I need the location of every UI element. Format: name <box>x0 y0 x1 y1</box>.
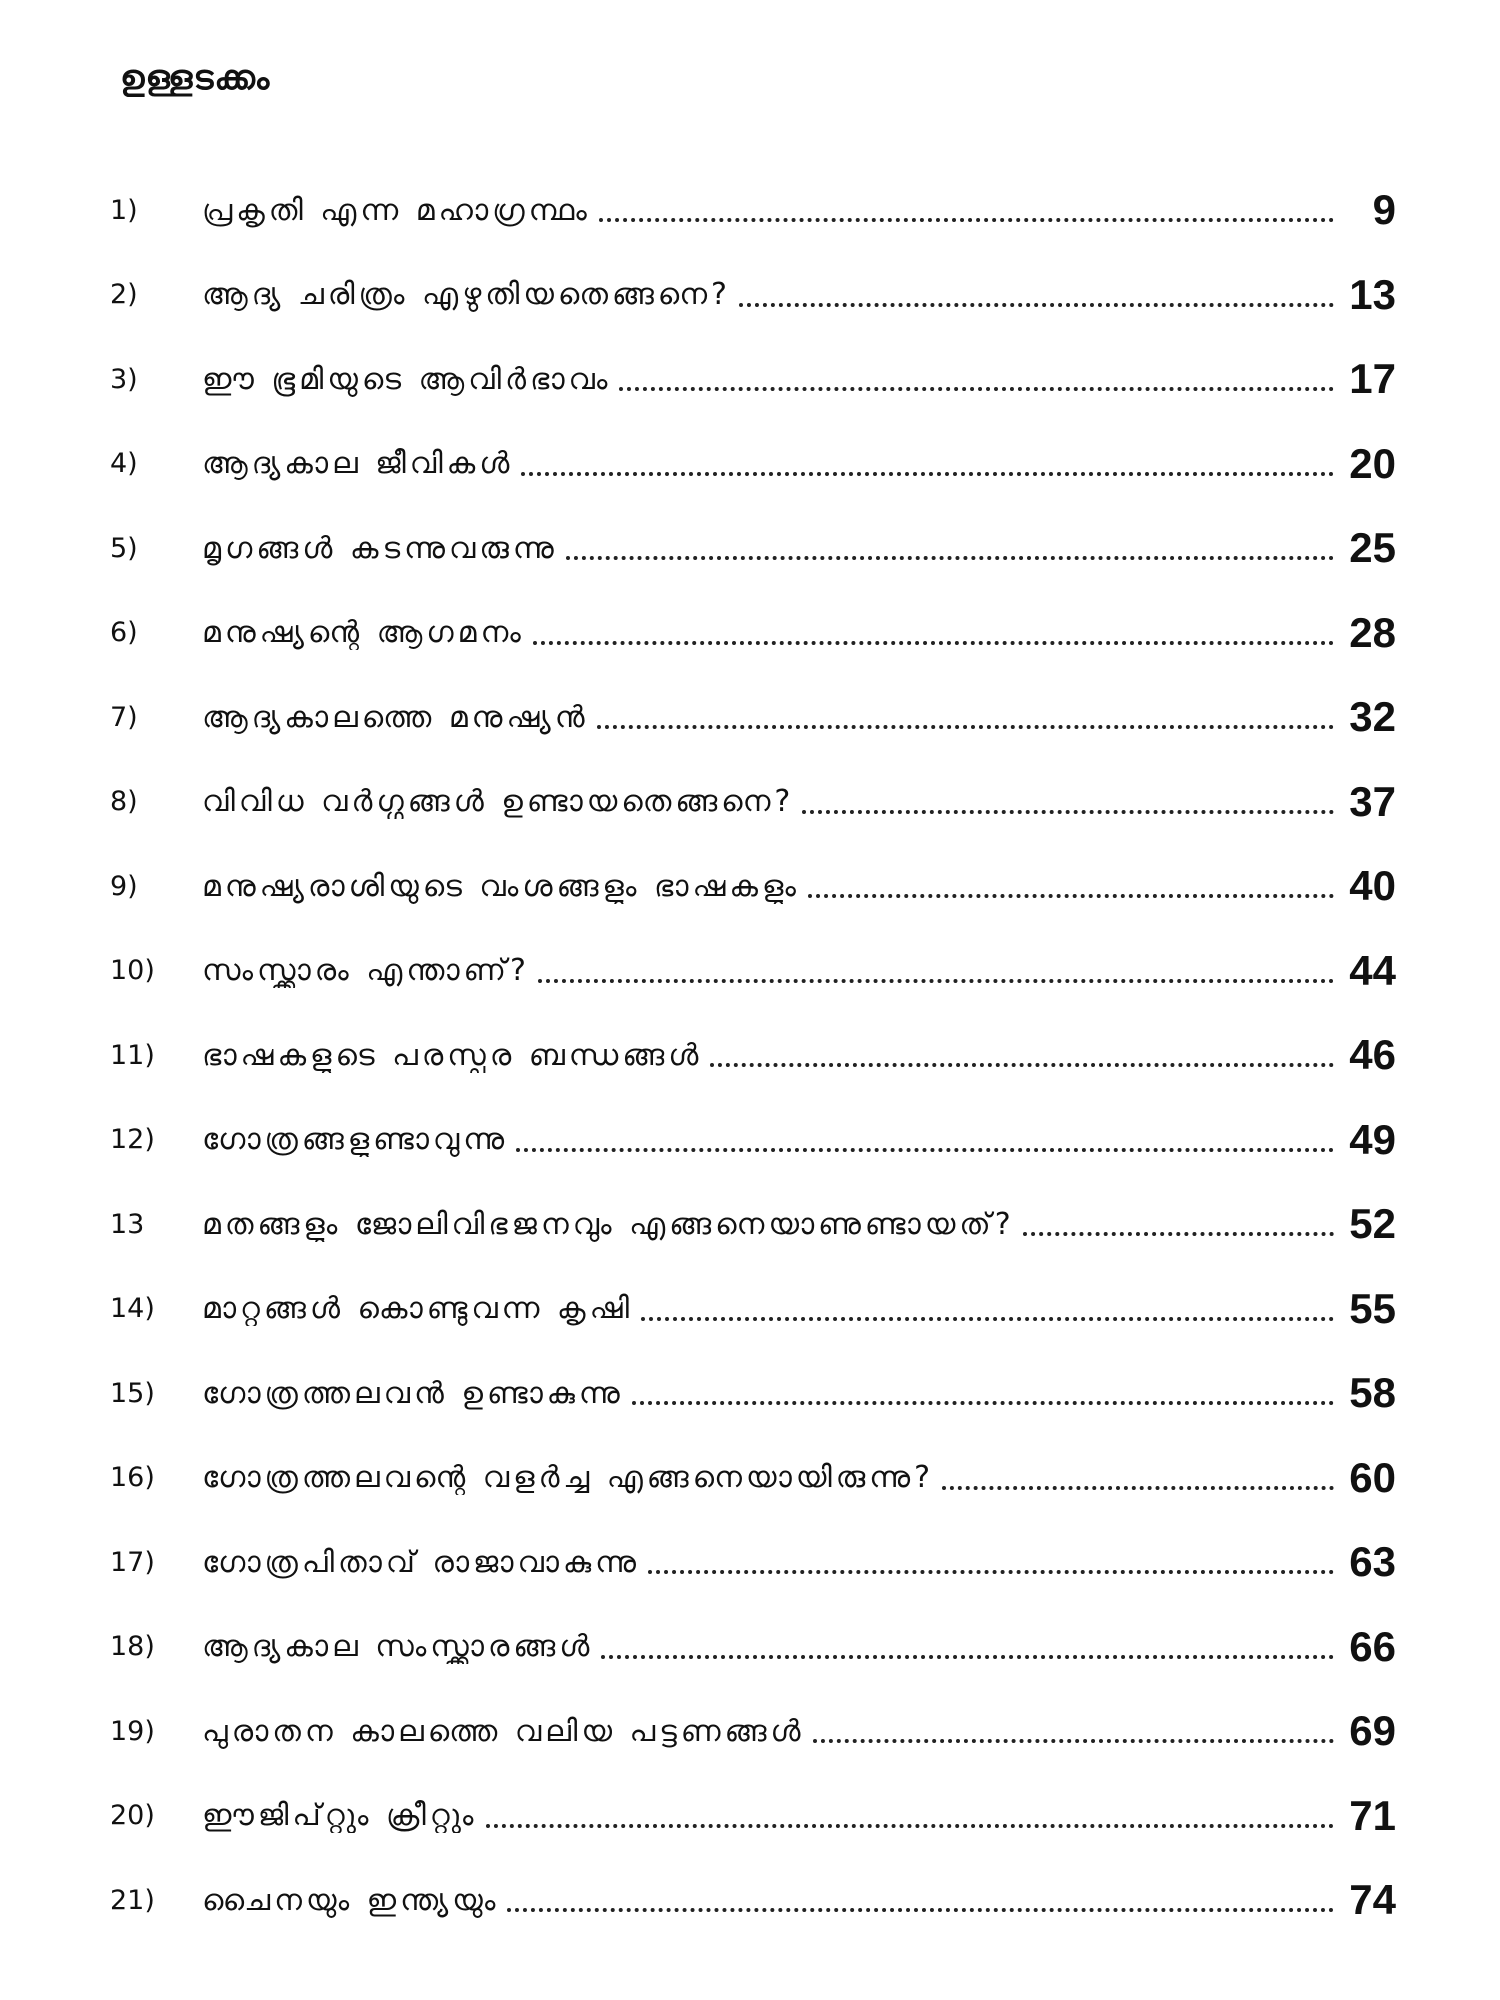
dot-leader <box>632 1401 1334 1405</box>
toc-entry-3[interactable] <box>110 337 1396 422</box>
dot-leader <box>597 725 1334 729</box>
chapter-title: ആദ്യ ചരിത്രം എഴുതിയതെങ്ങനെ? <box>202 277 731 313</box>
toc-entry-6[interactable] <box>110 591 1396 676</box>
page-number: 9 <box>1372 186 1396 234</box>
dot-leader <box>1023 1232 1334 1236</box>
dot-leader <box>710 1063 1334 1067</box>
chapter-number: 5) <box>110 532 138 564</box>
toc-entry-10[interactable] <box>110 929 1396 1014</box>
dot-leader <box>813 1739 1334 1743</box>
page-number: 60 <box>1349 1453 1396 1501</box>
page-number: 52 <box>1349 1200 1396 1248</box>
table-of-contents <box>110 168 1396 1943</box>
dot-leader <box>521 472 1334 476</box>
dot-leader <box>566 556 1334 560</box>
toc-entry-11[interactable] <box>110 1013 1396 1098</box>
page-number: 58 <box>1349 1369 1396 1417</box>
toc-entry-13[interactable] <box>110 1182 1396 1267</box>
page-number: 69 <box>1349 1707 1396 1755</box>
page-number: 20 <box>1349 439 1396 487</box>
dot-leader <box>507 1908 1334 1912</box>
chapter-title: ഗോത്രപിതാവ് രാജാവാകുന്നു <box>202 1544 641 1580</box>
chapter-title: മനുഷ്യരാശിയുടെ വംശങ്ങളും ഭാഷകളും <box>202 868 801 904</box>
page-number: 44 <box>1349 946 1396 994</box>
chapter-number: 9) <box>110 870 138 902</box>
page-number: 25 <box>1349 524 1396 572</box>
dot-leader <box>486 1824 1335 1828</box>
page-number: 63 <box>1349 1538 1396 1586</box>
toc-entry-5[interactable] <box>110 506 1396 591</box>
toc-entry-18[interactable] <box>110 1605 1396 1690</box>
toc-entry-1[interactable] <box>110 168 1396 253</box>
chapter-number: 1) <box>110 194 138 226</box>
chapter-number: 19) <box>110 1715 155 1747</box>
page-number: 17 <box>1349 355 1396 403</box>
chapter-title: ആദ്യകാല ജീവികൾ <box>202 446 514 482</box>
page-number: 13 <box>1349 270 1396 318</box>
chapter-number: 21) <box>110 1884 155 1916</box>
toc-entry-9[interactable] <box>110 844 1396 929</box>
toc-entry-8[interactable] <box>110 760 1396 845</box>
dot-leader <box>538 979 1334 983</box>
chapter-title: പ്രകൃതി എന്ന മഹാഗ്രന്ഥം <box>202 192 591 228</box>
toc-entry-4[interactable] <box>110 422 1396 507</box>
page-number: 71 <box>1349 1791 1396 1839</box>
toc-entry-21[interactable] <box>110 1858 1396 1943</box>
dot-leader <box>533 641 1334 645</box>
chapter-number: 12) <box>110 1124 155 1156</box>
dot-leader <box>808 894 1334 898</box>
page-number: 46 <box>1349 1031 1396 1079</box>
page-number: 55 <box>1349 1284 1396 1332</box>
chapter-title: ഈജിപ്റ്റും ക്രീറ്റും <box>202 1798 478 1834</box>
page-number: 40 <box>1349 862 1396 910</box>
chapter-number: 2) <box>110 279 138 311</box>
chapter-number: 8) <box>110 786 138 818</box>
chapter-number: 14) <box>110 1293 155 1325</box>
page-number: 74 <box>1349 1876 1396 1924</box>
chapter-title: മനുഷ്യന്റെ ആഗമനം <box>202 615 525 651</box>
dot-leader <box>641 1317 1334 1321</box>
chapter-number: 3) <box>110 363 138 395</box>
chapter-number: 16) <box>110 1462 155 1494</box>
chapter-title: മൃഗങ്ങൾ കടന്നുവരുന്നു <box>202 530 558 566</box>
chapter-number: 17) <box>110 1546 155 1578</box>
chapter-title: ഗോത്രത്തലവൻ ഉണ്ടാകുന്നു <box>202 1375 624 1411</box>
chapter-title: മാറ്റങ്ങൾ കൊണ്ടുവന്ന കൃഷി <box>202 1291 634 1327</box>
page-number: 49 <box>1349 1115 1396 1163</box>
page-number: 37 <box>1349 777 1396 825</box>
dot-leader <box>802 810 1334 814</box>
toc-entry-15[interactable] <box>110 1351 1396 1436</box>
chapter-title: സംസ്ക്കാരം എന്താണ്? <box>202 953 530 989</box>
chapter-number: 18) <box>110 1631 155 1663</box>
chapter-number: 15) <box>110 1377 155 1409</box>
toc-entry-19[interactable] <box>110 1689 1396 1774</box>
page-number: 66 <box>1349 1622 1396 1670</box>
dot-leader <box>942 1486 1334 1490</box>
toc-entry-7[interactable] <box>110 675 1396 760</box>
chapter-title: ഗോത്രങ്ങളുണ്ടാവുന്നു <box>202 1122 509 1158</box>
dot-leader <box>648 1570 1334 1574</box>
chapter-title: ഭാഷകളുടെ പരസ്പര ബന്ധങ്ങൾ <box>202 1037 703 1073</box>
toc-entry-14[interactable] <box>110 1267 1396 1352</box>
chapter-number: 13 <box>110 1208 145 1240</box>
dot-leader <box>601 1655 1334 1659</box>
page-title: ഉള്ളടക്കം <box>120 58 271 98</box>
page-number: 28 <box>1349 608 1396 656</box>
chapter-title: ചൈനയും ഇന്ത്യയും <box>202 1882 500 1918</box>
chapter-number: 10) <box>110 955 155 987</box>
chapter-number: 7) <box>110 701 138 733</box>
toc-entry-20[interactable] <box>110 1774 1396 1859</box>
chapter-title: ഈ ഭൂമിയുടെ ആവിർഭാവം <box>202 361 612 397</box>
dot-leader <box>739 303 1334 307</box>
dot-leader <box>516 1148 1334 1152</box>
dot-leader <box>599 218 1334 222</box>
chapter-title: ഗോത്രത്തലവന്റെ വളർച്ച എങ്ങനെയായിരുന്നു? <box>202 1460 935 1496</box>
chapter-number: 20) <box>110 1800 155 1832</box>
toc-entry-2[interactable] <box>110 253 1396 338</box>
chapter-title: ആദ്യകാലത്തെ മനുഷ്യൻ <box>202 699 589 735</box>
page-number: 32 <box>1349 693 1396 741</box>
chapter-number: 6) <box>110 617 138 649</box>
chapter-number: 11) <box>110 1039 155 1071</box>
toc-entry-17[interactable] <box>110 1520 1396 1605</box>
chapter-title: വിവിധ വർഗ്ഗങ്ങൾ ഉണ്ടായതെങ്ങനെ? <box>202 784 795 820</box>
chapter-title: ആദ്യകാല സംസ്ക്കാരങ്ങൾ <box>202 1629 594 1665</box>
chapter-title: മതങ്ങളും ജോലിവിഭജനവും എങ്ങനെയാണുണ്ടായത്? <box>202 1206 1015 1242</box>
chapter-title: പുരാതന കാലത്തെ വലിയ പട്ടണങ്ങൾ <box>202 1713 805 1749</box>
chapter-number: 4) <box>110 448 138 480</box>
toc-entry-12[interactable] <box>110 1098 1396 1183</box>
dot-leader <box>619 387 1334 391</box>
toc-entry-16[interactable] <box>110 1436 1396 1521</box>
